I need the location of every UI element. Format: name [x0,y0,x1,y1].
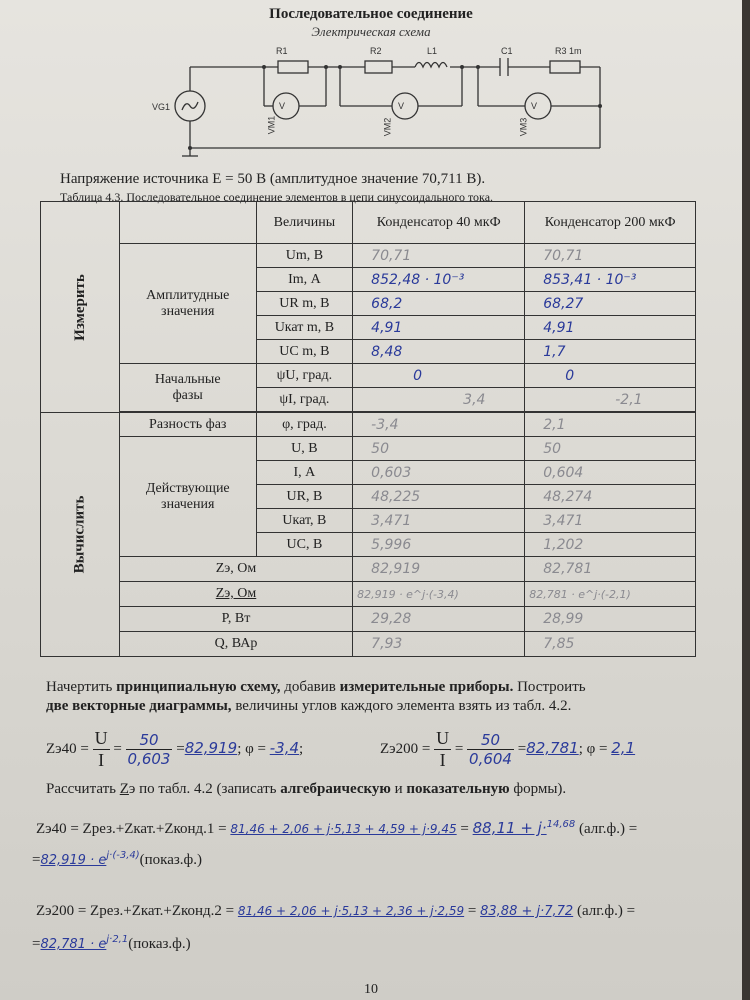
table-cell-value: 0 [353,364,525,388]
source-voltage-line: Напряжение источника E = 50 В (амплитудное значение 70,711 В). [60,171,486,187]
label-v1: V [279,101,286,111]
header-capacitor-40: Конденсатор 40 мкФ [353,202,525,244]
task-text-2: две векторные диаграммы, величины углов каждого элемента взять из табл. 4.2. [46,698,572,714]
label-r3: R3 1m [555,46,582,56]
calc-z40-line1: Zэ40 = Zрез.+Zкат.+Zконд.1 = 81,46 + 2,06 + j·5,13 + 4,59 + j·9,45 = 88,11 + j·$^{14,68}$ (алг.ф.) = [36,819,638,837]
table-cell-value: 82,781 · e^j·(-2,1) [525,582,696,607]
table-cell-value: 48,274 [525,485,696,509]
table-row-label: ψI, град. [256,388,353,412]
table-row-label: Q, ВАр [119,632,352,657]
table-cell-value: 50 [353,437,525,461]
table-cell-value: 70,71 [353,244,525,268]
table-cell-value: 4,91 [525,316,696,340]
table-cell-value: 5,996 [353,533,525,557]
table-row-label: UR m, В [256,292,353,316]
table-cell-value: 0,603 [353,461,525,485]
table-cell-value: 3,4 [353,388,525,412]
table-cell-value: 853,41 · 10⁻³ [525,268,696,292]
page-subtitle: Электрическая схема [311,24,431,39]
table-row-label: UC, В [256,533,353,557]
table-cell-value: 8,48 [353,340,525,364]
label-vm1: VM1 [266,115,277,135]
table-row-label: I, А [256,461,353,485]
table-cell-value: 1,7 [525,340,696,364]
initial-phases-group: Начальные фазы [119,364,256,412]
page-number: 10 [364,982,378,997]
table-cell-value: 0 [525,364,696,388]
calc-z200-line2: $=82,781 \cdot e^{j\cdot 2,1}(показ.ф.)$ [32,934,191,952]
phase-difference-label: Разность фаз [119,413,256,437]
table-row-label: Im, А [256,268,353,292]
table-row-label: P, Вт [119,607,352,632]
label-vm3: VM3 [518,117,529,137]
table-cell-value: 7,85 [525,632,696,657]
task-text-1: Начертить принципиальную схему, добавив измерительные приборы. Построить [46,679,586,695]
task-text-3: Рассчитать Zэ по табл. 4.2 (записать алгебраическую и показательную формы). [46,781,567,797]
equation-z200: Zэ200 = $\frac{U}{I}$ = $\frac{50}{0,604}$ =82,781; φ = 2,1 [380,728,636,770]
table-cell-value: 50 [525,437,696,461]
table-cell-value: 68,2 [353,292,525,316]
table-cell-value: 28,99 [525,607,696,632]
table-cell-value: 29,28 [353,607,525,632]
page-title: Последовательное соединение [269,6,473,22]
table-cell-value: 4,91 [353,316,525,340]
table-row-label: Uкат, В [256,509,353,533]
equation-z40: Zэ40 = $\frac{U}{I}$ = $\frac{50}{0,603}$ =82,919; φ = -3,4; [46,728,304,770]
table-row-label: ψU, град. [256,364,353,388]
label-vg1: VG1 [152,102,171,112]
table-caption: Таблица 4.3. Последовательное соединение элементов в цепи синусоидального тока. [60,190,494,204]
table-cell-value: 70,71 [525,244,696,268]
label-vm2: VM2 [382,117,393,137]
label-v3: V [531,101,538,111]
table-cell-value: 82,919 [353,557,525,582]
compute-group: Вычислить [41,413,120,657]
calc-z40-line2: $=82,919 \cdot e^{j\cdot(-3,4)}(показ.ф.)$ [32,850,203,868]
amplitude-group: Амплитудные значения [119,244,256,364]
circuit-diagram [160,40,620,160]
table-cell-value: 48,225 [353,485,525,509]
table-cell-value: 82,781 [525,557,696,582]
table-cell-value: 2,1 [525,413,696,437]
header-capacitor-200: Конденсатор 200 мкФ [525,202,696,244]
label-c1: C1 [501,46,513,56]
table-cell-value: 1,202 [525,533,696,557]
label-v2: V [398,101,405,111]
table-row-label: Zэ, Ом [119,582,352,607]
table-cell-value: -2,1 [525,388,696,412]
table-cell-value: 68,27 [525,292,696,316]
table-row-label: Zэ, Ом [119,557,352,582]
table-row-label: Uкат m, В [256,316,353,340]
table-row-label: Um, В [256,244,353,268]
table-cell-value: 852,48 · 10⁻³ [353,268,525,292]
table-row-label: UR, В [256,485,353,509]
label-l1: L1 [427,46,438,56]
header-quantities: Величины [256,202,353,244]
label-r2: R2 [370,46,382,56]
measure-group: Измерить [41,202,120,413]
label-r1: R1 [276,46,288,56]
table-cell-value: 7,93 [353,632,525,657]
table-cell-value: 3,471 [525,509,696,533]
table-row-label: φ, град. [256,413,353,437]
table-cell-value: 82,919 · e^j·(-3,4) [353,582,525,607]
table-cell-value: 0,604 [525,461,696,485]
results-table [40,201,696,657]
effective-group: Действующие значения [119,437,256,557]
table-row-label: UC m, В [256,340,353,364]
table-cell-value: 3,471 [353,509,525,533]
table-row-label: U, В [256,437,353,461]
calc-z200-line1: Zэ200 = Zрез.+Zкат.+Zконд.2 = 81,46 + 2,06 + j·5,13 + 2,36 + j·2,59 = 83,88 + j·7,72 (алг.ф.) = [36,903,636,919]
table-cell-value: -3,4 [353,413,525,437]
